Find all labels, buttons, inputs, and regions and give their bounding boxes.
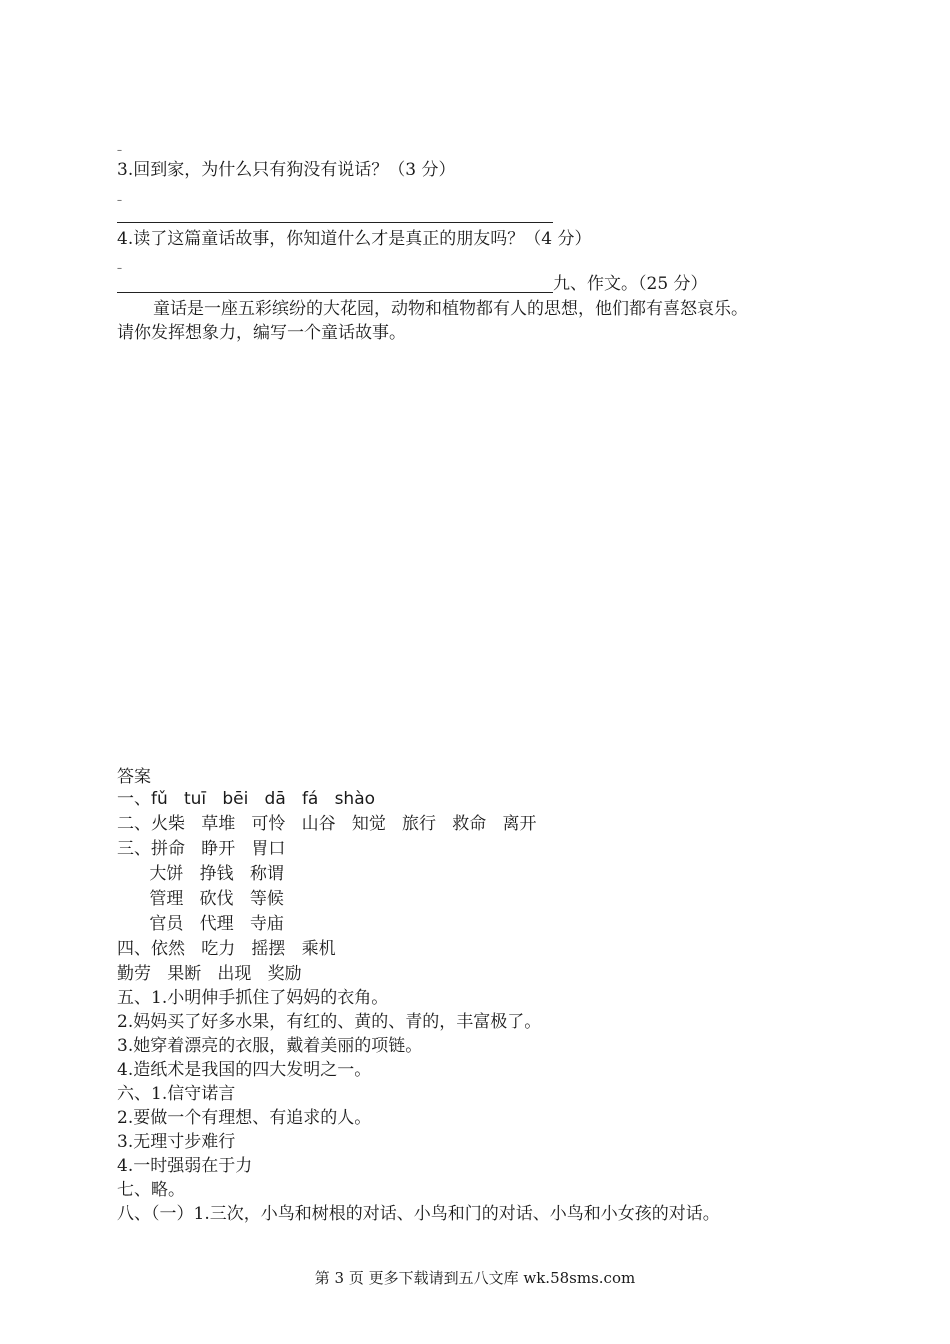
answer-line-18: 八、（一）1.三次，小鸟和树根的对话、小鸟和门的对话、小鸟和小女孩的对话。 — [117, 1204, 720, 1224]
essay-prompt-line-2: 请你发挥想象力，编写一个童话故事。 — [117, 323, 406, 343]
answer-line-14: 2.要做一个有理想、有追求的人。 — [117, 1108, 372, 1128]
answer-blank-line[interactable] — [117, 292, 553, 293]
answer-line-1: 一、fǔ tuī bēi dā fá shào — [117, 789, 376, 809]
answer-line-11: 3.她穿着漂亮的衣服，戴着美丽的项链。 — [117, 1036, 423, 1056]
answer-blank-line[interactable] — [117, 222, 553, 223]
answer-line-8: 勤劳 果断 出现 奖励 — [117, 964, 302, 984]
answer-line-12: 4.造纸术是我国的四大发明之一。 — [117, 1060, 372, 1080]
essay-prompt-line-1: 童话是一座五彩缤纷的大花园，动物和植物都有人的思想，他们都有喜怒哀乐。 — [153, 299, 748, 319]
answer-line-13: 六、1.信守诺言 — [117, 1084, 236, 1104]
answer-line-tick: – — [117, 195, 122, 206]
answer-line-tick: – — [117, 145, 122, 156]
answer-line-10: 2.妈妈买了好多水果，有红的、黄的、青的，丰富极了。 — [117, 1012, 542, 1032]
answer-line-2: 二、火柴 草堆 可怜 山谷 知觉 旅行 救命 离开 — [117, 814, 537, 834]
section-9-heading: 九、作文。（25 分） — [553, 274, 708, 294]
answer-line-16: 4.一时强弱在于力 — [117, 1156, 253, 1176]
answers-heading: 答案 — [117, 767, 151, 787]
answer-line-7: 四、依然 吃力 摇摆 乘机 — [117, 939, 336, 959]
question-3: 3.回到家，为什么只有狗没有说话？（3 分） — [117, 160, 456, 180]
answer-line-15: 3.无理寸步难行 — [117, 1132, 236, 1152]
answer-line-4: 大饼 挣钱 称谓 — [117, 864, 284, 884]
answer-line-9: 五、1.小明伸手抓住了妈妈的衣角。 — [117, 988, 389, 1008]
answer-line-tick: – — [117, 263, 122, 274]
answer-line-5: 管理 砍伐 等候 — [117, 889, 284, 909]
question-4: 4.读了这篇童话故事，你知道什么才是真正的朋友吗？（4 分） — [117, 229, 592, 249]
page-footer: 第 3 页 更多下载请到五八文库 wk.58sms.com — [314, 1269, 636, 1287]
answer-line-3: 三、拼命 睁开 胃口 — [117, 839, 286, 859]
answer-line-17: 七、略。 — [117, 1180, 185, 1200]
answer-line-6: 官员 代理 寺庙 — [117, 914, 284, 934]
